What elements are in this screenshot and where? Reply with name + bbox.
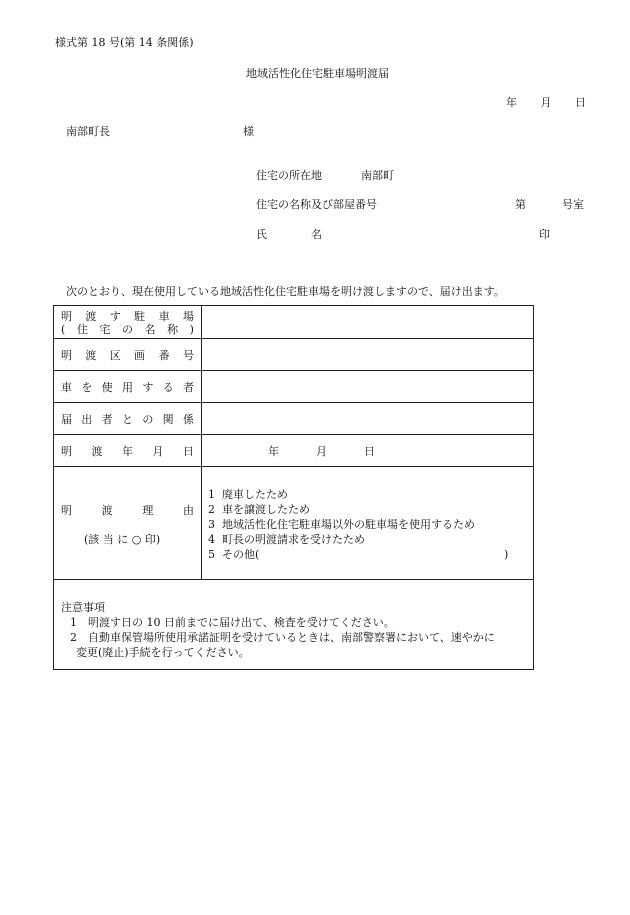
room-suffix: 号室	[562, 198, 584, 211]
date-month: 月	[540, 96, 552, 109]
date-value-month: 月	[316, 445, 327, 458]
date-day: 日	[575, 96, 586, 109]
reason-option-4[interactable]: 4 町長の明渡請求を受けたため	[208, 533, 365, 546]
reason-option-1[interactable]: 1 廃車したため	[208, 488, 288, 501]
addressee-honorific: 様	[243, 125, 254, 138]
seal-mark: 印	[539, 228, 550, 241]
form-table	[53, 305, 534, 670]
form-title: 地域活性化住宅駐車場明渡届	[246, 67, 389, 80]
parking-value[interactable]	[202, 306, 533, 338]
date-label: 明 渡 年 月 日	[54, 435, 202, 466]
date-line	[506, 97, 586, 108]
date-value-day: 日	[364, 445, 375, 458]
notes-heading: 注意事項	[61, 601, 105, 614]
row-reason	[54, 467, 533, 580]
user-label: 車 を 使 用 す る 者	[54, 371, 202, 402]
user-value[interactable]	[202, 371, 533, 402]
building-label: 住宅の名称及び部屋番号	[256, 198, 377, 211]
section-label: 明 渡 区 画 番 号	[54, 339, 202, 370]
row-date	[54, 435, 533, 467]
reason-label: 明 渡 理 由 (該 当 に ○ 印)	[54, 467, 202, 579]
address-value[interactable]: 南部町	[361, 169, 394, 182]
reason-options	[202, 467, 533, 579]
note-item-1: 1 明渡す日の 10 日前までに届け出て、検査を受けてください。	[70, 616, 395, 629]
statement-text: 次のとおり、現在使用している地域活性化住宅駐車場を明け渡しますので、届け出ます。	[66, 285, 505, 298]
row-user	[54, 371, 533, 403]
room-prefix: 第	[515, 198, 526, 211]
reason-option-5[interactable]: 5 その他(	[208, 548, 260, 561]
reason-option-2[interactable]: 2 車を譲渡したため	[208, 503, 310, 516]
address-label: 住宅の所在地	[256, 169, 322, 182]
reason-close-paren: )	[504, 548, 509, 561]
note-continuation: 変更(廃止)手続を行ってください。	[76, 646, 250, 659]
note-item-2: 2 自動車保管場所使用承諾証明を受けているときは、南部警察署において、速やかに	[70, 631, 495, 644]
date-year: 年	[506, 96, 517, 109]
reason-note: (該 当 に ○ 印)	[84, 533, 161, 546]
reason-option-3[interactable]: 3 地域活性化住宅駐車場以外の駐車場を使用するため	[208, 518, 475, 531]
form-number: 様式第 18 号(第 14 条関係)	[55, 36, 194, 49]
relation-label: 届 出 者 と の 関 係	[54, 403, 202, 434]
date-value-year: 年	[268, 445, 279, 458]
name-label: 氏 名	[256, 228, 322, 241]
parking-label: 明 渡 す 駐 車 場 ( 住 宅 の 名 称 )	[54, 306, 202, 338]
row-parking	[54, 306, 533, 339]
relation-value[interactable]	[202, 403, 533, 434]
row-section	[54, 339, 533, 371]
section-value[interactable]	[202, 339, 533, 370]
addressee-name: 南部町長	[66, 125, 110, 138]
row-relation	[54, 403, 533, 435]
date-value[interactable]	[202, 435, 533, 466]
row-notes	[54, 580, 533, 669]
